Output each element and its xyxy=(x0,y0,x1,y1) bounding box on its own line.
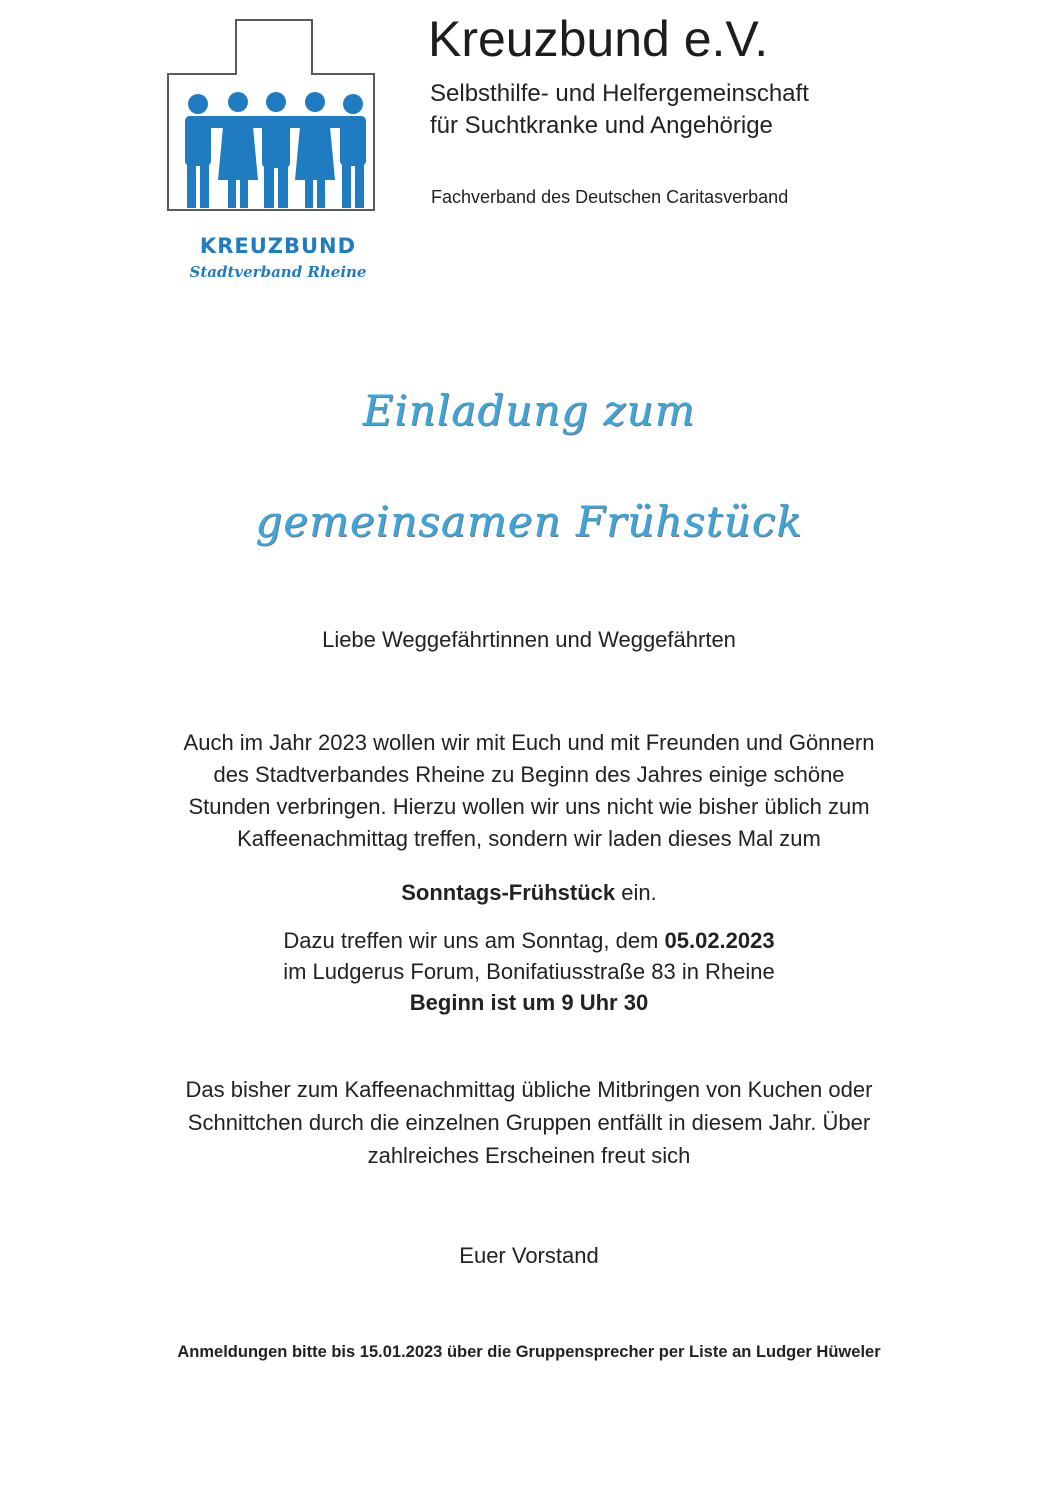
sonntag-bold: Sonntags-Frühstück xyxy=(401,880,616,905)
details-prefix: Dazu treffen wir uns am Sonntag, dem xyxy=(283,928,665,953)
sonntag-line xyxy=(100,877,958,909)
paragraph-line: Kaffeenachmittag treffen, sondern wir laden dieses Mal zum xyxy=(237,826,821,851)
paragraph-line: des Stadtverbandes Rheine zu Beginn des Jahres einige schöne xyxy=(213,762,845,787)
closing-paragraph xyxy=(100,1073,958,1172)
paragraph-line: Das bisher zum Kaffeenachmittag übliche Mitbringen von Kuchen oder xyxy=(185,1077,873,1102)
paragraph-line: Schnittchen durch die einzelnen Gruppen entfällt in diesem Jahr. Über xyxy=(187,1110,871,1135)
paragraph-line: Auch im Jahr 2023 wollen wir mit Euch und mit Freunden und Gönnern xyxy=(183,730,875,755)
paragraph-line: zahlreiches Erscheinen freut sich xyxy=(367,1143,691,1168)
headline-line2: gemeinsamen Frühstück xyxy=(255,497,803,546)
org-description-line2: für Suchtkranke und Angehörige xyxy=(430,112,773,139)
logo-wordmark: KREUZBUND xyxy=(199,234,357,258)
org-title: Kreuzbund e.V. xyxy=(428,11,769,67)
invitation-paragraph xyxy=(100,727,958,855)
sonntag-rest: ein. xyxy=(615,880,657,905)
details-line1 xyxy=(100,925,958,956)
logo-subtitle: Stadtverband Rheine xyxy=(189,263,367,281)
details-start-time: Beginn ist um 9 Uhr 30 xyxy=(409,990,649,1015)
org-description-line1: Selbsthilfe- und Helfergemeinschaft xyxy=(430,80,809,107)
signature: Euer Vorstand xyxy=(459,1243,599,1268)
event-date: 05.02.2023 xyxy=(664,928,775,953)
kreuzbund-logo xyxy=(160,12,390,281)
details-location: im Ludgerus Forum, Bonifatiusstraße 83 in Rheine xyxy=(283,959,775,984)
cross-people-icon xyxy=(160,12,390,237)
registration-note: Anmeldungen bitte bis 15.01.2023 über die Gruppensprecher per Liste an Ludger Hüweler xyxy=(177,1343,881,1361)
fachverband-text: Fachverband des Deutschen Caritasverband xyxy=(431,187,789,207)
paragraph-line: Stunden verbringen. Hierzu wollen wir uns nicht wie bisher üblich zum xyxy=(188,794,870,819)
headline-line1: Einladung zum xyxy=(362,386,696,435)
event-details xyxy=(100,925,958,1018)
greeting: Liebe Weggefährtinnen und Weggefährten xyxy=(322,627,736,652)
